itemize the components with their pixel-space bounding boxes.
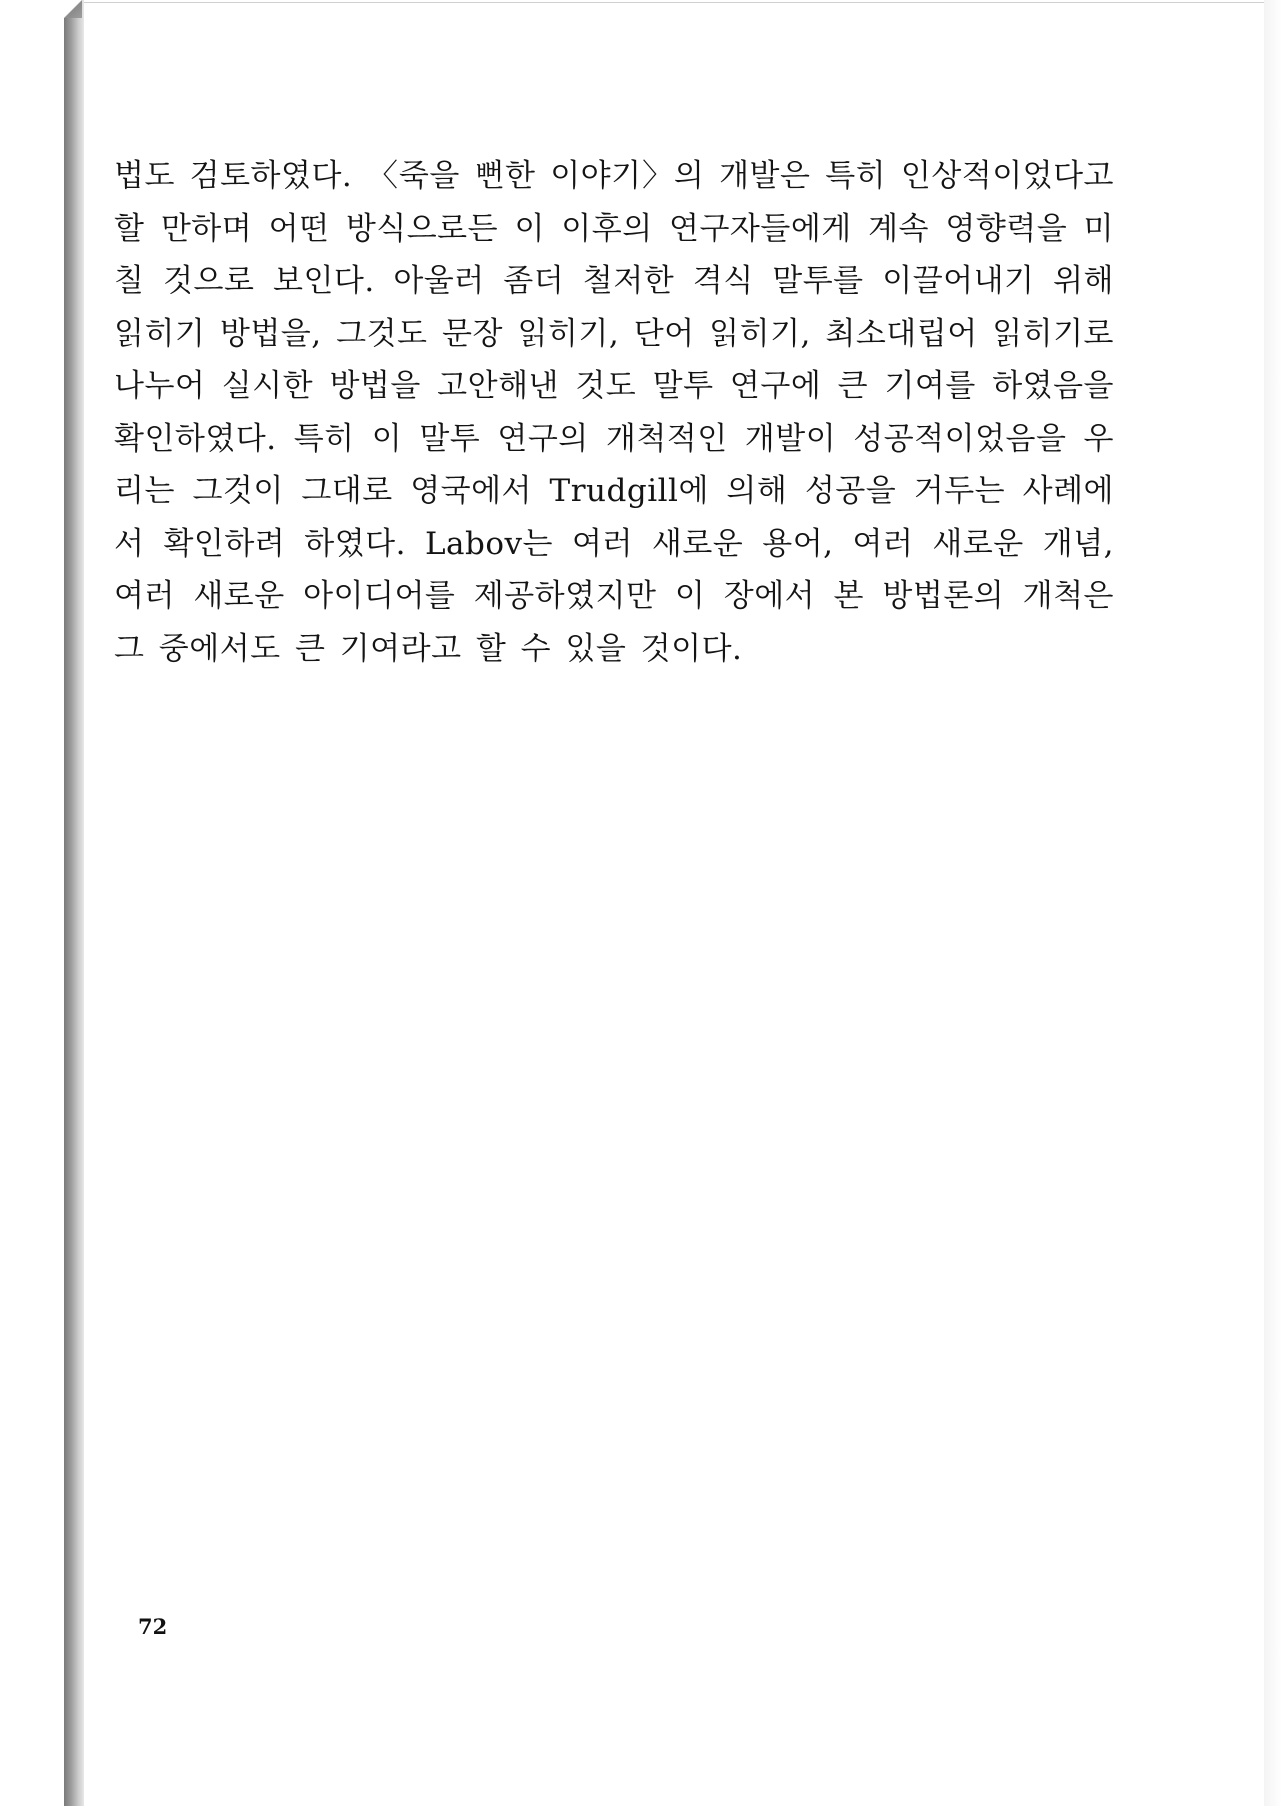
book-spine-shadow bbox=[64, 0, 84, 1806]
page-right-edge bbox=[1264, 0, 1282, 1806]
page-corner-fold bbox=[64, 0, 82, 18]
body-paragraph: 법도 검토하였다. 〈죽을 뻔한 이야기〉의 개발은 특히 인상적이었다고 할 만하며 어떤 방식으로든 이 이후의 연구자들에게 계속 영향력을 미칠 것으로 보인다. 아울러 좀더 철저한 격식 말투를 이끌어내기 위해 읽히기 방법을, 그것도 문장 읽히기, 단어 읽히기, 최소대립어 읽히기로 나누어 실시한 방법을 고안해낸 것도 말투 연구에 큰 기여를 하였음을 확인하였다. 특히 이 말투 연구의 개척적인 개발이 성공적이었음을 우리는 그것이 그대로 영국에서 Trudgill에 의해 성공을 거두는 사례에서 확인하려 하였다. Labov는 여러 새로운 용어, 여러 새로운 개념, 여러 새로운 아이디어를 제공하였지만 이 장에서 본 방법론의 개척은 그 중에서도 큰 기여라고 할 수 있을 것이다. bbox=[114, 158, 1114, 667]
page-number: 72 bbox=[138, 1614, 168, 1639]
